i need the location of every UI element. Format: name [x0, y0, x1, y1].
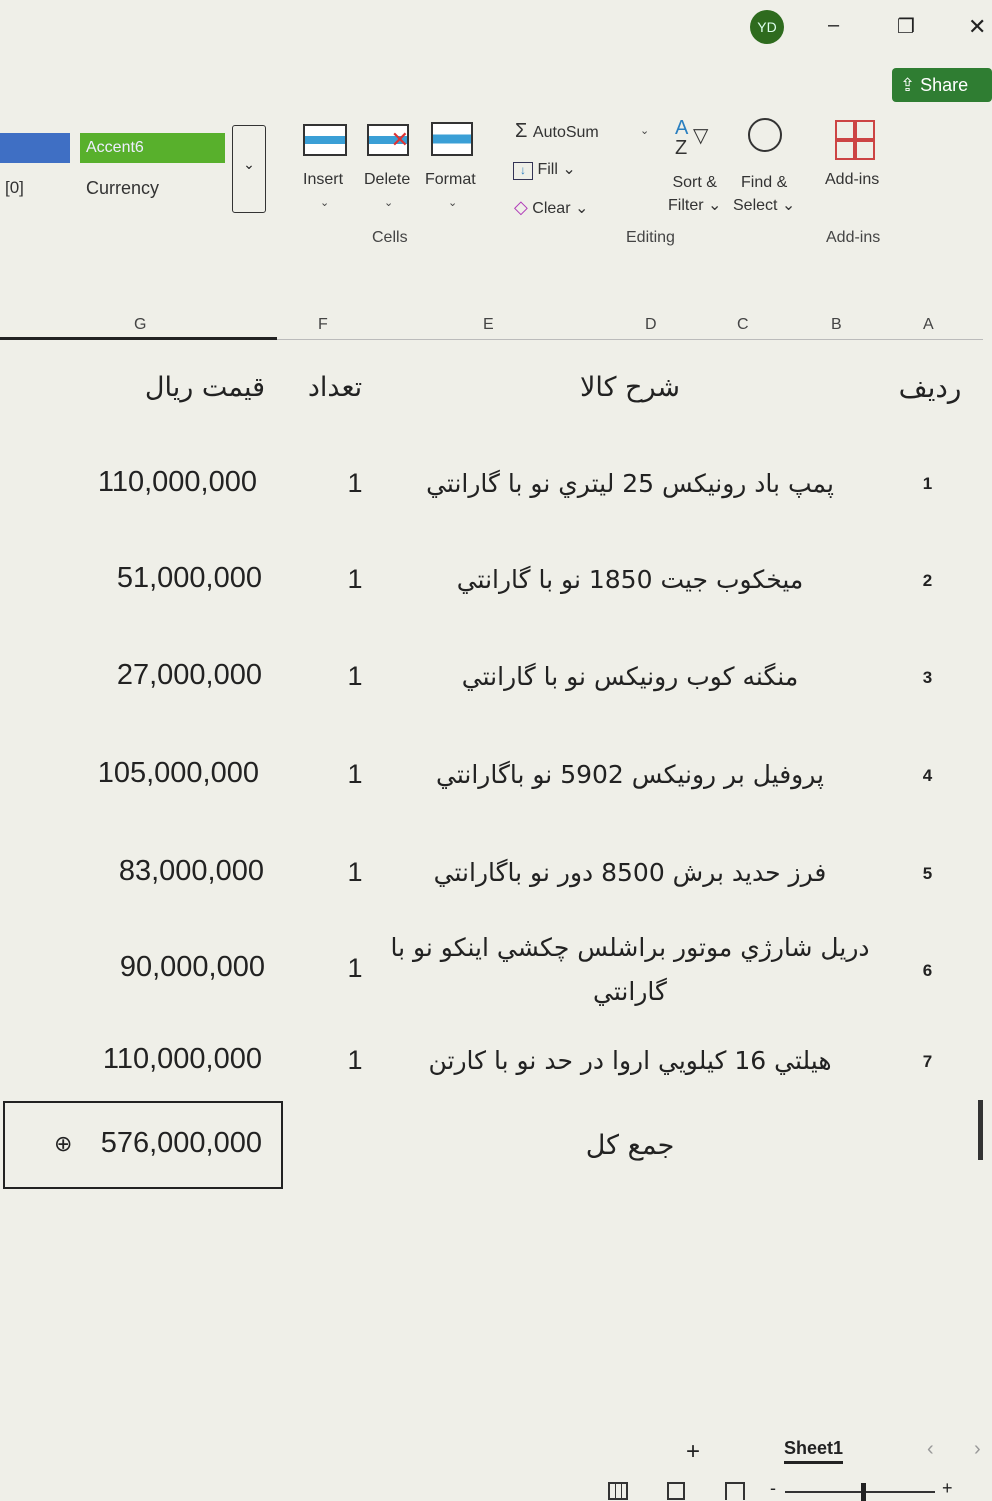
addins-icon [835, 120, 875, 160]
zoom-slider-thumb[interactable] [861, 1483, 866, 1501]
item-description[interactable]: میخکوب جیت 1850 نو با گارانتي [456, 565, 804, 594]
restore-button[interactable]: ❐ [897, 16, 915, 38]
insert-cells-icon [303, 124, 347, 156]
item-price[interactable]: 110,000,000 [97, 466, 257, 498]
add-sheet-button[interactable]: + [686, 1438, 701, 1465]
scroll-sheets-next[interactable]: › [974, 1438, 981, 1460]
item-quantity[interactable]: 1 [347, 857, 363, 887]
item-price[interactable]: 105,000,000 [97, 757, 259, 789]
item-description[interactable]: منگنه کوب رونیکس نو با گارانتي [461, 662, 799, 691]
item-quantity[interactable]: 1 [347, 1045, 363, 1075]
format-button[interactable]: Format [425, 171, 476, 188]
item-description[interactable]: پمپ باد رونیکس 25 لیتري نو با گارانتي [426, 469, 834, 498]
share-icon: ⇪ [900, 75, 921, 95]
style-accent6[interactable]: Accent6 [80, 133, 225, 163]
autosum-dropdown-icon[interactable]: ⌄ [640, 125, 650, 137]
row-number[interactable]: 6 [922, 961, 933, 980]
column-header-g[interactable]: G [134, 316, 147, 333]
clear-label: Clear [532, 200, 571, 217]
header-quantity[interactable]: تعداد [307, 372, 363, 403]
cells-group-label: Cells [372, 229, 408, 246]
format-cells-icon [431, 122, 473, 156]
style-currency[interactable]: Currency [86, 178, 160, 198]
find-search-icon [748, 118, 782, 152]
total-price[interactable]: 576,000,000 [100, 1127, 262, 1159]
page-break-view-icon[interactable] [725, 1482, 745, 1500]
row-number[interactable]: 1 [922, 474, 933, 493]
item-description[interactable]: فرز حدید برش 8500 دور نو باگارانتي [433, 858, 827, 887]
style-swatch-blue[interactable] [0, 133, 70, 163]
zoom-slider[interactable] [785, 1491, 935, 1493]
item-description[interactable]: پروفیل بر رونیکس 5902 نو باگارانتي [435, 760, 824, 789]
header-price[interactable]: قیمت ریال [144, 372, 266, 403]
item-quantity[interactable]: 1 [347, 953, 363, 983]
style-comma0[interactable]: [0] [5, 178, 24, 197]
row-number[interactable]: 4 [922, 766, 933, 785]
insert-button[interactable]: Insert [303, 171, 344, 188]
column-header-a[interactable]: A [923, 316, 934, 333]
item-quantity[interactable]: 1 [347, 759, 363, 789]
column-header-b[interactable]: B [831, 316, 842, 333]
close-button[interactable]: ✕ [968, 14, 987, 39]
item-description[interactable]: هیلتي 16 کیلویي اروا در حد نو با کارتن [428, 1046, 832, 1075]
selected-column-indicator [0, 337, 277, 340]
fill-button[interactable]: ↓ Fill ⌄ [513, 159, 576, 180]
fill-label: Fill [537, 161, 558, 178]
addins-button[interactable]: Add-ins [825, 171, 880, 188]
sigma-icon: Σ [515, 120, 533, 142]
total-label[interactable]: جمع کل [585, 1130, 675, 1161]
styles-more-button[interactable]: ⌄ [232, 125, 266, 213]
column-header-f[interactable]: F [318, 316, 328, 333]
share-label: Share [920, 75, 969, 95]
normal-view-icon[interactable] [608, 1482, 628, 1500]
column-header-d[interactable]: D [645, 316, 657, 333]
find-label: Find & [741, 174, 788, 191]
sort-label: Sort & [672, 174, 717, 191]
chevron-down-icon[interactable]: ⌄ [448, 197, 458, 209]
item-price[interactable]: 51,000,000 [116, 562, 262, 594]
page-layout-view-icon[interactable] [667, 1482, 685, 1500]
right-scrollbar[interactable] [978, 1100, 983, 1160]
chevron-down-icon[interactable]: ⌄ [384, 197, 394, 209]
item-price[interactable]: 90,000,000 [119, 951, 265, 983]
autosum-button[interactable] [515, 120, 599, 143]
filter-label: Filter [668, 197, 704, 214]
zoom-in-button[interactable]: + [942, 1478, 953, 1498]
header-divider [277, 339, 983, 340]
item-quantity[interactable]: 1 [347, 468, 363, 498]
sort-filter-icon: A Z ▽ [675, 117, 709, 159]
delete-button[interactable]: Delete [364, 171, 411, 188]
find-select-button[interactable]: Find & Select ⌄ [733, 174, 796, 214]
select-label: Select [733, 197, 778, 214]
share-button[interactable] [892, 68, 992, 102]
header-description[interactable]: شرح کالا [579, 372, 680, 403]
header-row-number[interactable]: ردیف [898, 371, 962, 404]
column-header-c[interactable]: C [737, 316, 749, 333]
delete-cells-icon: ✕ [367, 124, 409, 156]
row-number[interactable]: 2 [922, 571, 933, 590]
sheet-tab-sheet1[interactable]: Sheet1 [784, 1438, 843, 1464]
fill-icon: ↓ [513, 162, 533, 180]
item-description[interactable]: دریل شارژي موتور براشلس چکشي اینکو نو با گارانتي [390, 933, 870, 1006]
sort-filter-button[interactable]: Sort & Filter ⌄ [668, 174, 722, 214]
zoom-out-button[interactable]: - [770, 1478, 776, 1498]
addins-group-label: Add-ins [826, 229, 881, 246]
row-number[interactable]: 3 [922, 668, 933, 687]
item-quantity[interactable]: 1 [347, 661, 363, 691]
item-price[interactable]: 27,000,000 [116, 659, 262, 691]
column-header-e[interactable]: E [483, 316, 494, 333]
scroll-sheets-prev[interactable]: ‹ [927, 1438, 934, 1460]
row-number[interactable]: 5 [922, 864, 933, 883]
item-price[interactable]: 83,000,000 [118, 855, 264, 887]
editing-group-label: Editing [626, 229, 675, 246]
account-avatar[interactable]: YD [750, 10, 784, 44]
chevron-down-icon[interactable]: ⌄ [320, 197, 330, 209]
clear-button[interactable]: ◇ Clear ⌄ [514, 197, 589, 217]
autosum-label: AutoSum [532, 124, 599, 141]
paste-options-icon[interactable]: ⊕ [54, 1131, 73, 1156]
eraser-icon: ◇ [514, 197, 528, 217]
row-number[interactable]: 7 [922, 1052, 933, 1071]
minimize-button[interactable]: – [828, 14, 840, 36]
item-quantity[interactable]: 1 [347, 564, 363, 594]
item-price[interactable]: 110,000,000 [102, 1043, 262, 1075]
